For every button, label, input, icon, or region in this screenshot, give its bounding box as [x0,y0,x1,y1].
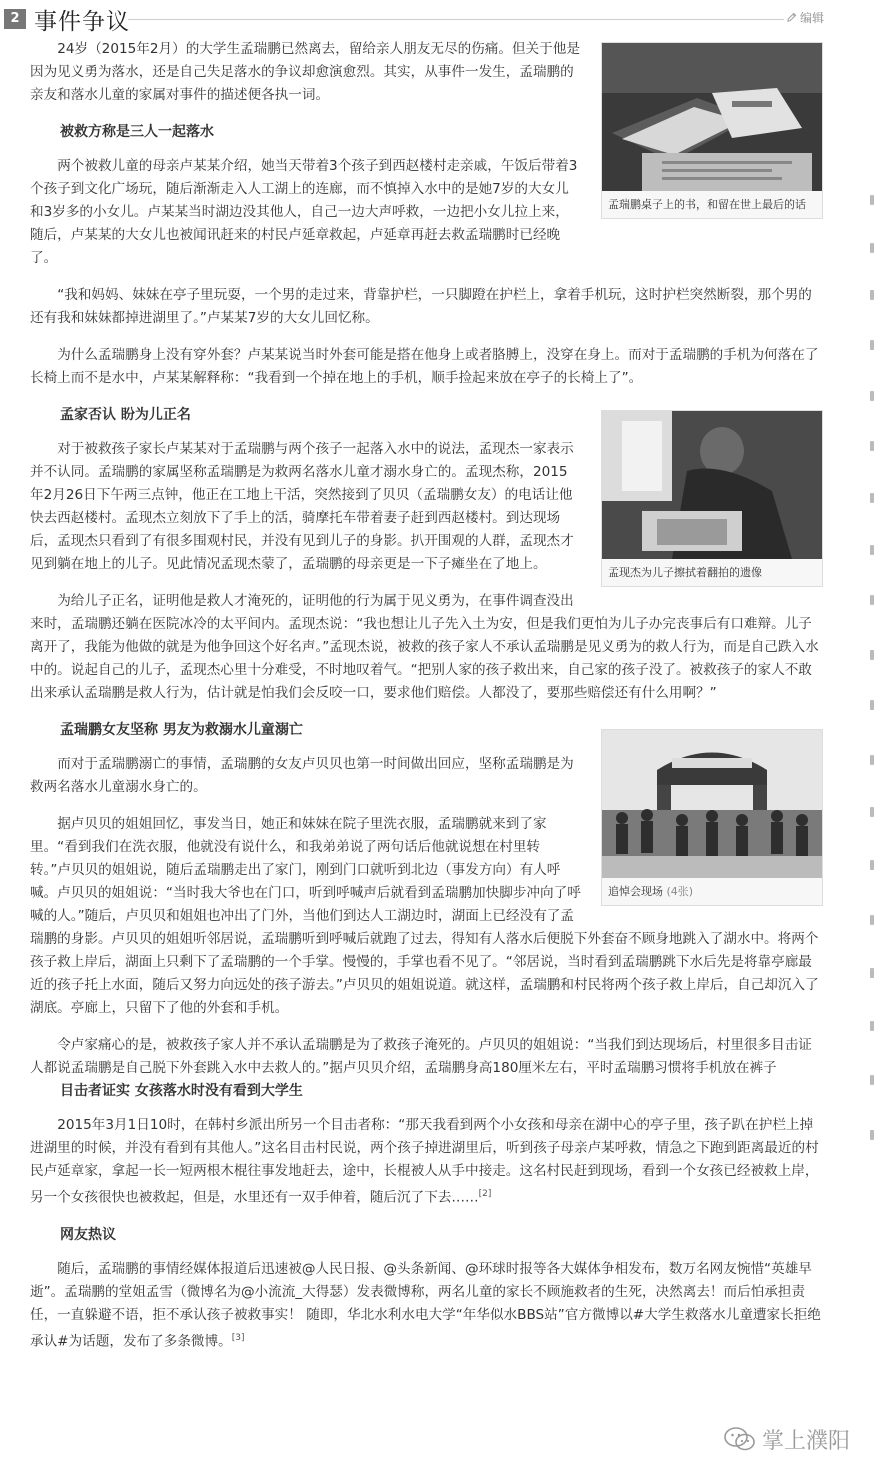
figure-count[interactable]: (4张) [666,885,694,898]
father-photo[interactable] [602,411,822,559]
paragraph: 令卢家痛心的是，被救孩子家人并不承认孟瑞鹏是为了救孩子淹死的。卢贝贝的姐姐说：“当我们到达现场后，村里很多目击证人都说孟瑞鹏是自己脱下外套跳入水中去救人的。”据卢贝贝介绍，孟瑞鹏身高180厘米左右，平时孟瑞鹏习惯将手机放在裤子 [30,1037,812,1076]
scroll-markers [868,195,874,1195]
section-title: 事件争议 [34,9,130,35]
section-header [4,3,824,35]
figure-books[interactable] [601,42,823,219]
edit-label: 编辑 [799,11,824,25]
subheading: 目击者证实 女孩落水时没有看到大学生 [60,1083,303,1099]
books-photo[interactable] [602,43,822,191]
reference-link[interactable]: [2] [478,1189,492,1199]
edit-button[interactable] [786,9,824,26]
paragraph: 而对于孟瑞鹏溺亡的事情，孟瑞鹏的女友卢贝贝也第一时间做出回应，坚称孟瑞鹏是为救两名落水儿童溺水身亡的。 [30,756,574,795]
pencil-icon [786,12,797,23]
paragraph: “我和妈妈、妹妹在亭子里玩耍，一个男的走过来，背靠护栏，一只脚蹬在护栏上，拿着手机玩，这时护栏突然断裂，那个男的还有我和妹妹都掉进湖里了。”卢某某7岁的大女儿回忆称。 [30,287,812,326]
paragraph [30,1258,825,1354]
paragraph: 为给儿子正名，证明他是救人才淹死的，证明他的行为属于见义勇为，在事件调查没出来时，孟瑞鹏还躺在医院冰冷的太平间内。孟现杰说：“我也想让儿子先入土为安，但是我们更怕为儿子办完丧事后有口难辩。儿子离开了，我能为他做的就是为他争回这个好名声。”孟现杰说，被救的孩子家人不承认孟瑞鹏是见义勇为的救人行为，而是自己跌入水中的。说起自己的儿子，孟现杰心里十分难受，不时地叹着气。“把别人家的孩子救出来，自己家的孩子没了。被救孩子的家人不敢出来承认孟瑞鹏是救人行为，估计就是怕我们会反咬一口，要求他们赔偿。人都没了，要那些赔偿还有什么用啊？” [30,593,819,701]
reference-link[interactable]: [3] [231,1332,245,1343]
section-number: 2 [4,9,26,29]
figure-caption: 孟瑞鹏桌子上的书，和留在世上最后的话 [608,198,806,211]
paragraph: 据卢贝贝的姐姐回忆，事发当日，她正和妹妹在院子里洗衣服，孟瑞鹏就来到了家里。“看到我们在洗衣服，他就没有说什么，和我弟弟说了两句话后他就说想在村里转转。”卢贝贝的姐姐说，随后孟瑞鹏走出了家门，刚到门口就听到北边（事发方向）有人呼喊。卢贝贝的姐姐说：“当时我大爷也在门口，听到呼喊声后就看到孟瑞鹏加快脚步冲向了呼喊的人。”随后，卢贝贝和姐姐也冲出了门外，当他们到达人工湖边时，湖面上已经没有了孟瑞鹏的身影。卢贝贝的姐姐听邻居说，孟瑞鹏听到呼喊后就跑了过去，得知有人落水后便脱下外套奋不顾身地跳入了湖水中。将两个孩子救上岸后，湖面上只剩下了孟瑞鹏的一个手掌。慢慢的，手掌也看不见了。“邻居说，当时看到孟瑞鹏跳下水后先是将靠亭廊最近的孩子托上水面，随后又努力向远处的孩子游去。”卢贝贝的姐姐说道。就这样，孟瑞鹏和村民将两个孩子救上岸后，自己却沉入了湖底。亭廊上，只留下了他的外套和手机。 [30,816,819,1016]
figure-father[interactable] [601,410,823,587]
subheading: 被救方称是三人一起落水 [60,124,214,140]
paragraph: 两个被救儿童的母亲卢某某介绍，她当天带着3个孩子到西赵楼村走亲戚，午饭后带着3个孩子到文化广场玩，随后渐渐走入人工湖上的连廊，而不慎掉入水中的是她7岁的大女儿和3岁多的小女儿。卢某某当时湖边没其他人，自己一边大声呼救，一边把小女儿拉上来，随后，卢某某的大女儿也被闻讯赶来的村民卢延章救起，卢延章再赶去救孟瑞鹏时已经晚了。 [30,158,578,266]
watermark [724,1424,850,1455]
figure-caption-text: 追悼会现场 [608,885,663,898]
memorial-photo[interactable] [602,730,822,878]
figure-caption: 孟现杰为儿子擦拭着翻拍的遗像 [608,566,762,579]
paragraph-text: 随后，孟瑞鹏的事情经媒体报道后迅速被@人民日报、@头条新闻、@环球时报等各大媒体争相发布，数万名网友惋惜“英雄早逝”。孟瑞鹏的堂姐孟雪（微博名为@小流流_大得瑟）发表微博称，两名儿童的家长不顾施救者的生死，决然离去！而后怕承担责任，一直躲避不语，拒不承认孩子被救事实！ 随即，华北水利水电大学“年华似水BBS站”官方微博以#大学生救落水儿童遭家长拒绝承认#为话题，发布了多条微博。 [30,1260,821,1350]
paragraph: 24岁（2015年2月）的大学生孟瑞鹏已然离去，留给亲人朋友无尽的伤痛。但关于他是因为见义勇为落水，还是自己失足落水的争议却愈演愈烈。其实，从事件一发生，孟瑞鹏的亲友和落水儿童的家属对事件的描述便各执一词。 [30,41,580,103]
paragraph-text: 2015年3月1日10时，在韩村乡派出所另一个目击者称：“那天我看到两个小女孩和母亲在湖中心的亭子里，孩子趴在护栏上掉进湖里的时候，并没有看到有其他人。”这名目击村民说，两个孩子掉进湖里后，听到孩子母亲卢某呼救，情急之下跑到距离最近的村民卢延章家，拿起一长一短两根木棍往事发地赶去，途中，长棍被人从手中接走。这名村民赶到现场，看到一个女孩已经被救上岸，另一个女孩很快也被救起，但是，水里还有一双手伸着，随后沉了下去…… [30,1117,819,1206]
wechat-icon [724,1426,756,1452]
article-body [30,38,825,1367]
paragraph [30,1114,825,1210]
figure-memorial[interactable] [601,729,823,906]
subheading: 孟家否认 盼为儿正名 [60,407,191,423]
subheading: 网友热议 [60,1226,116,1243]
paragraph: 对于被救孩子家长卢某某对于孟瑞鹏与两个孩子一起落入水中的说法，孟现杰一家表示并不认同。孟瑞鹏的家属坚称孟瑞鹏是为救两名落水儿童才溺水身亡的。孟现杰称，2015年2月26日下午两三点钟，他正在工地上干活，突然接到了贝贝（孟瑞鹏女友）的电话让他快去西赵楼村。孟现杰立刻放下了手上的活，骑摩托车带着妻子赶到西赵楼村。到达现场后，孟现杰只看到了有很多围观村民，并没有见到儿子的身影。扒开围观的人群，孟现杰才见到躺在地上的儿子。见此情况孟现杰蒙了，孟瑞鹏的母亲更是一下子瘫坐在了地上。 [30,441,574,572]
section-divider [128,19,784,20]
paragraph: 为什么孟瑞鹏身上没有穿外套？卢某某说当时外套可能是搭在他身上或者胳膊上，没穿在身上。而对于孟瑞鹏的手机为何落在了长椅上而不是水中，卢某某解释称：“我看到一个掉在地上的手机，顺手捡起来放在亭子的长椅上了”。 [30,347,819,386]
figure-caption [602,878,822,905]
subheading: 孟瑞鹏女友坚称 男友为救溺水儿童溺亡 [60,722,303,738]
watermark-text: 掌上濮阳 [761,1429,850,1454]
